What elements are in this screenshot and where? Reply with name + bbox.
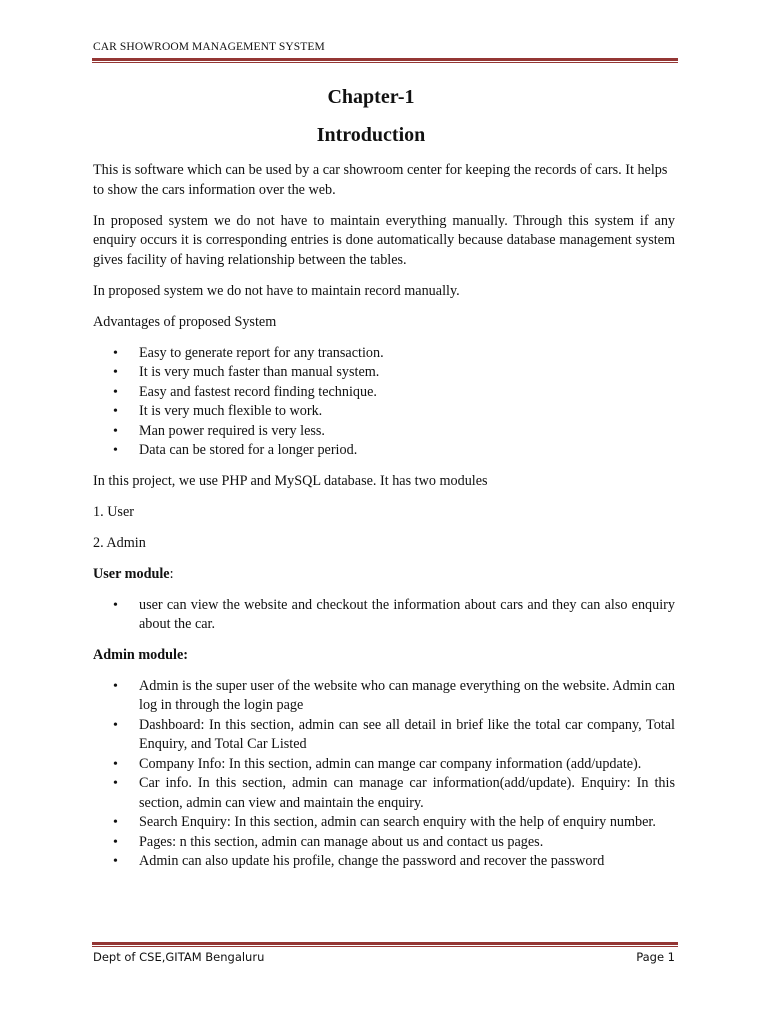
user-module-heading [93, 565, 675, 585]
bullet-icon: • [113, 776, 118, 791]
list-item [93, 596, 675, 635]
list-item [93, 344, 675, 364]
list-item-text: It is very much faster than manual system. [139, 364, 380, 380]
bullet-icon: • [113, 423, 118, 439]
list-item-text: It is very much flexible to work. [139, 403, 323, 419]
list-item-text: Dashboard: In this section, admin can see all detail in brief like the total car company, Total Enquiry, and Total Car Listed [139, 716, 675, 752]
bullet-icon: • [113, 854, 118, 869]
module-admin: 2. Admin [93, 534, 146, 551]
header-rule-thin [92, 62, 678, 63]
header-rule [92, 58, 678, 61]
paragraph-3: In proposed system we do not have to maintain record manually. [93, 282, 460, 299]
user-module-colon: : [169, 565, 174, 582]
list-item [93, 755, 675, 775]
section-heading: Introduction [316, 124, 426, 146]
list-item-text: Easy to generate report for any transaction. [139, 344, 384, 361]
list-item [93, 813, 675, 833]
chapter-heading: Chapter-1 [327, 86, 415, 108]
user-module-list [93, 596, 675, 635]
paragraph-2: In proposed system we do not have to maintain everything manually. Through this system if any enquiry occurs it is corresponding entries is done automatically because database management system gives facility of having relationship between the tables. [93, 212, 675, 268]
bullet-icon: • [113, 365, 118, 380]
footer-department: Dept of CSE,GITAM Bengaluru [93, 950, 265, 964]
list-item-text: Car info. In this section, admin can manage car information(add/update). Enquiry: In this section, admin can view and maintain the enquiry. [139, 775, 675, 811]
body-text [93, 161, 675, 883]
list-item-text: Data can be stored for a longer period. [139, 442, 358, 458]
bullet-icon: • [113, 404, 118, 419]
admin-module-heading: Admin module: [93, 646, 188, 663]
list-item-text: Pages: n this section, admin can manage about us and contact us pages. [139, 833, 544, 850]
list-item [93, 852, 675, 872]
bullet-icon: • [113, 756, 118, 772]
list-item [93, 402, 675, 422]
list-item-text: Admin is the super user of the website who can manage everything on the website. Admin can log in through the login page [139, 677, 675, 713]
list-item [93, 441, 675, 461]
bullet-icon: • [113, 717, 118, 733]
list-item-text: Admin can also update his profile, change the password and recover the password [139, 853, 605, 869]
list-item [93, 833, 675, 853]
list-item [93, 677, 675, 716]
list-item [93, 716, 675, 755]
user-module-title: User module [93, 565, 170, 582]
list-item-text: Search Enquiry: In this section, admin can search enquiry with the help of enquiry number. [139, 814, 656, 830]
bullet-icon: • [113, 834, 118, 850]
bullet-icon: • [113, 384, 118, 400]
bullet-icon: • [113, 443, 118, 458]
page-number: Page 1 [636, 950, 675, 964]
list-item-text: user can view the website and checkout the information about cars and they can also enquiry about the car. [139, 596, 675, 632]
footer-rule-thin [92, 946, 678, 947]
advantages-list [93, 344, 675, 461]
list-item [93, 363, 675, 383]
list-item-text: Company Info: In this section, admin can mange car company information (add/update). [139, 755, 642, 772]
list-item-text: Man power required is very less. [139, 422, 325, 439]
bullet-icon: • [113, 678, 118, 694]
module-user: 1. User [93, 503, 134, 520]
list-item [93, 422, 675, 442]
advantages-heading: Advantages of proposed System [93, 313, 277, 330]
running-header: CAR SHOWROOM MANAGEMENT SYSTEM [93, 41, 325, 53]
paragraph-4: In this project, we use PHP and MySQL database. It has two modules [93, 472, 488, 489]
bullet-icon: • [113, 815, 118, 830]
list-item-text: Easy and fastest record finding technique. [139, 383, 377, 400]
footer-rule [92, 942, 678, 945]
bullet-icon: • [113, 597, 118, 613]
bullet-icon: • [113, 345, 118, 361]
paragraph-1: This is software which can be used by a car showroom center for keeping the records of cars. It helps to show the cars information over the web. [93, 162, 668, 198]
admin-module-list [93, 677, 675, 872]
list-item [93, 774, 675, 813]
list-item [93, 383, 675, 403]
